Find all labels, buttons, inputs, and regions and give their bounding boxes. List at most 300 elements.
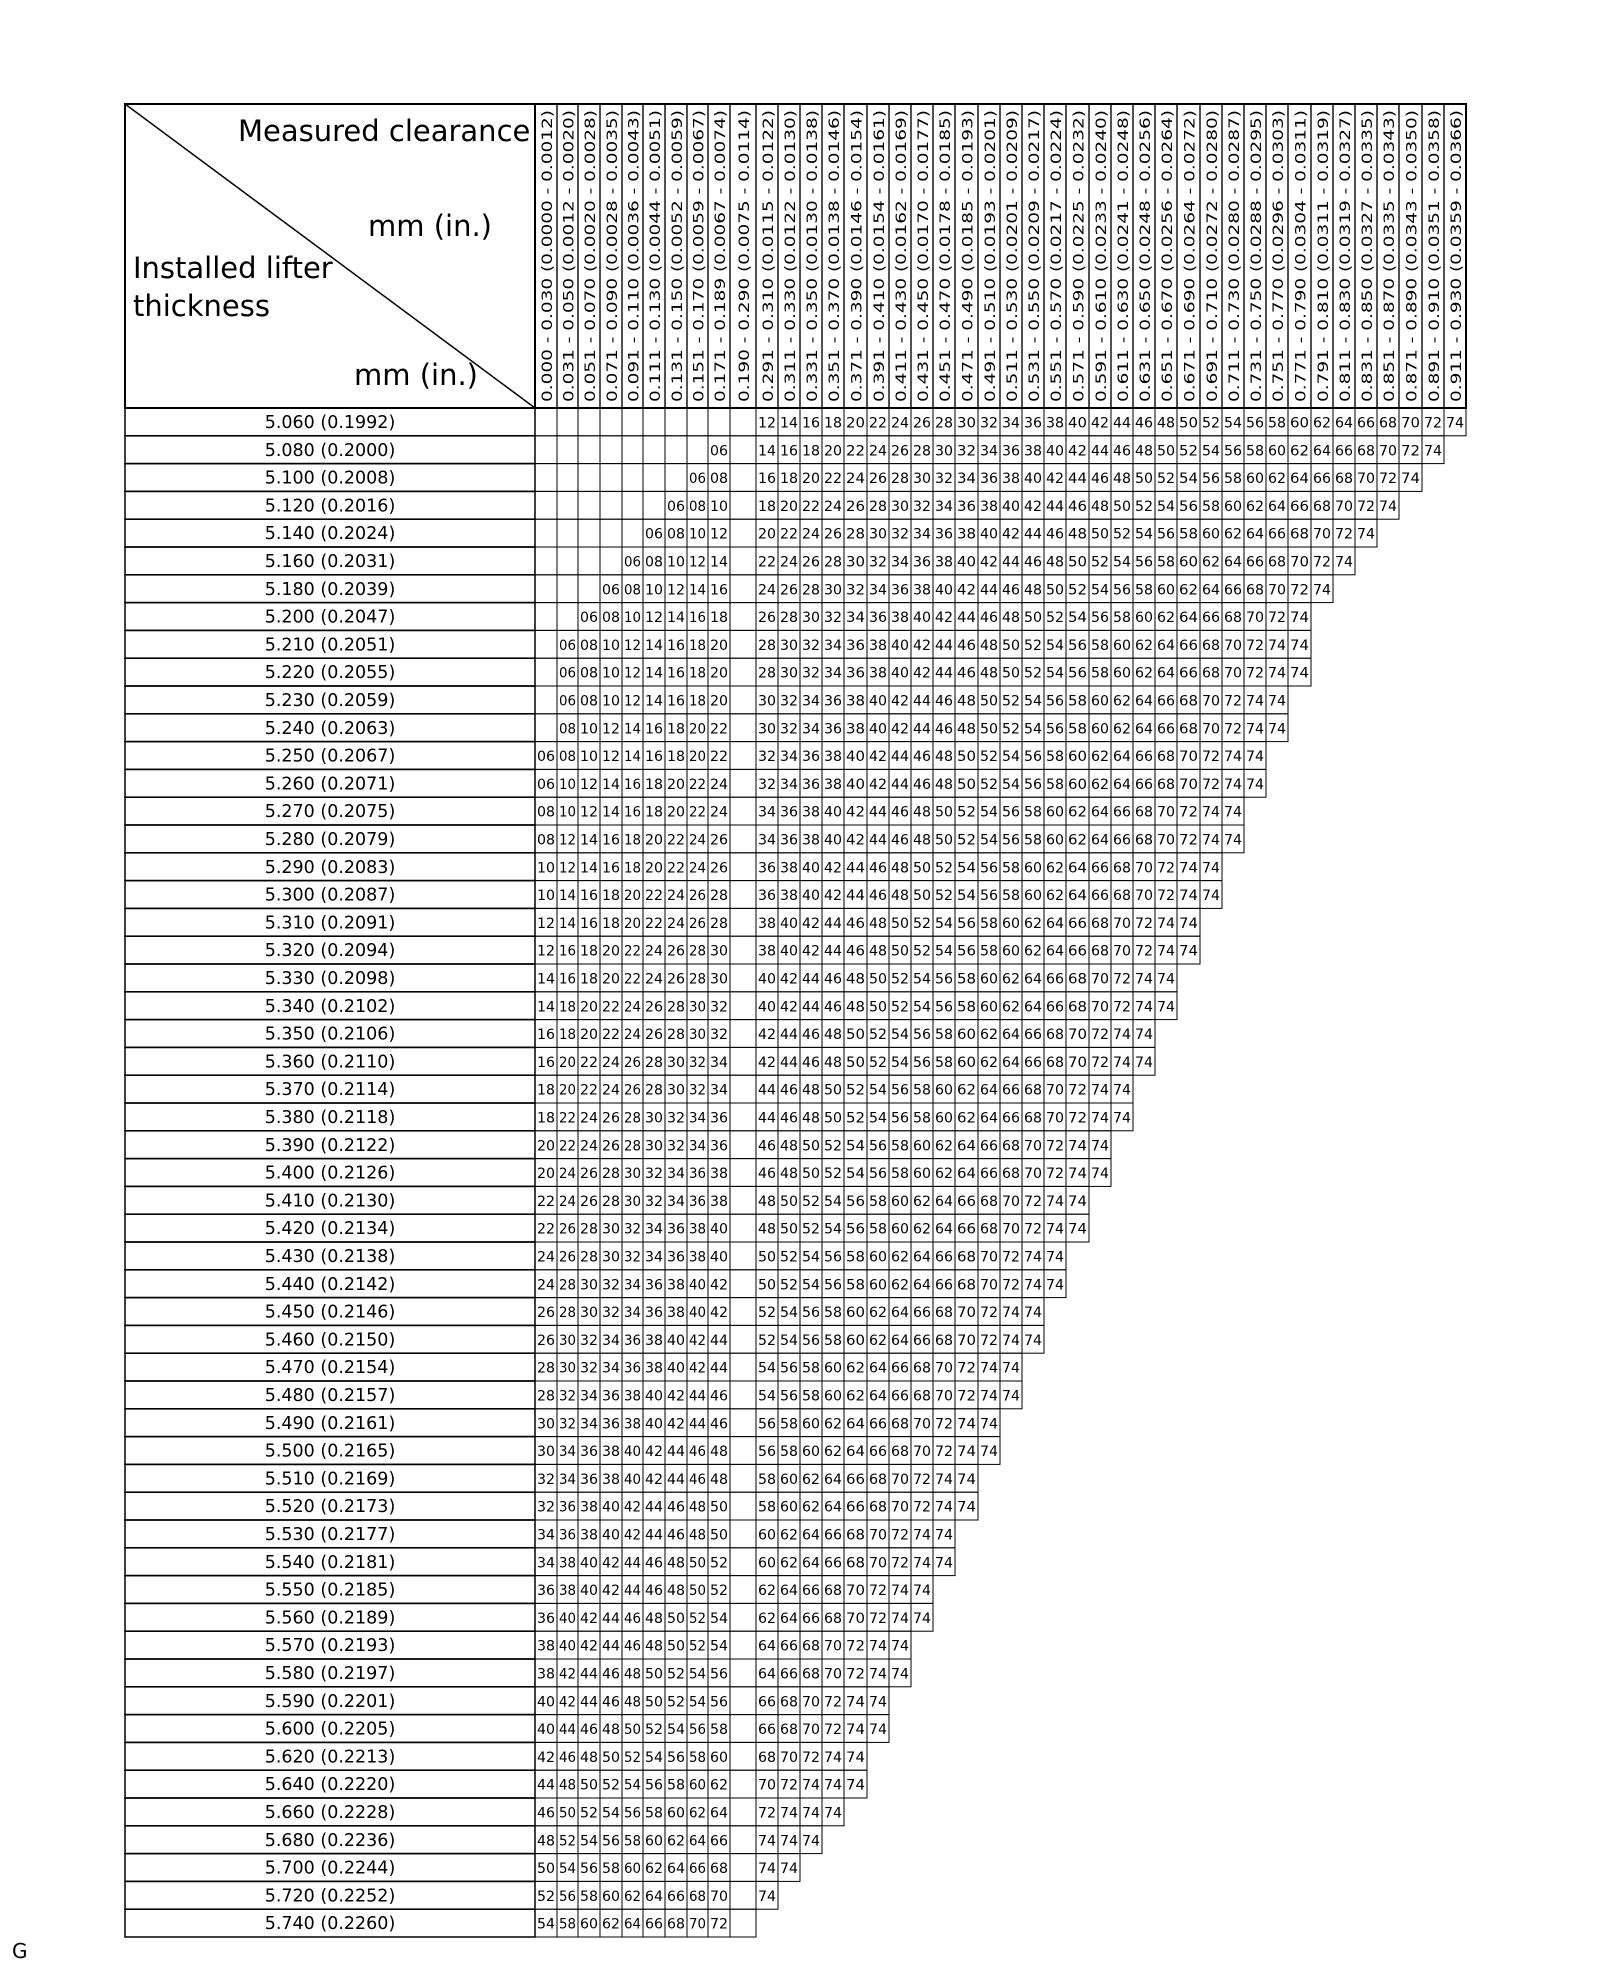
installed-lifter-label: Installed lifter <box>133 251 333 285</box>
cell-value: 68 <box>802 1638 820 1655</box>
cell-value: 16 <box>537 1027 556 1044</box>
cell-value: 52 <box>980 776 998 793</box>
cell-value: 38 <box>580 1499 598 1516</box>
cell-value: 32 <box>624 1249 641 1266</box>
row-label: 5.360 (0.2110) <box>264 1052 396 1073</box>
cell-value: 62 <box>1179 582 1198 599</box>
row-label: 5.330 (0.2098) <box>264 969 396 990</box>
cell-value: 30 <box>846 554 865 571</box>
cell-value: 64 <box>846 1444 866 1461</box>
cell-value: 40 <box>624 1471 641 1488</box>
cell-value: 66 <box>935 1277 954 1294</box>
cell-value: 18 <box>824 415 842 432</box>
cell-value: 64 <box>980 1082 999 1099</box>
cell-value: 52 <box>980 749 998 766</box>
cell-value: 46 <box>913 776 932 793</box>
cell-value: 54 <box>802 1249 821 1266</box>
cell-value: 74 <box>1246 776 1265 793</box>
cell-value: 26 <box>846 498 866 515</box>
cell-value: 56 <box>624 1805 642 1822</box>
cell-value: 44 <box>710 1332 729 1349</box>
cell-value: 58 <box>980 915 998 932</box>
cell-value: 22 <box>869 415 887 432</box>
table-cell <box>730 1353 756 1381</box>
cell-value: 36 <box>1024 415 1043 432</box>
cell-value: 48 <box>935 776 953 793</box>
cell-value: 68 <box>1068 971 1087 988</box>
cell-value: 58 <box>1068 721 1087 738</box>
table-cell <box>578 519 600 547</box>
cell-value: 50 <box>935 832 953 849</box>
cell-value: 22 <box>559 1110 576 1127</box>
cell-value: 52 <box>1157 471 1175 488</box>
cell-value: 34 <box>935 498 954 515</box>
cell-value: 60 <box>957 1054 976 1071</box>
cell-value: 66 <box>1179 665 1199 682</box>
row-label: 5.270 (0.2075) <box>264 802 396 823</box>
cell-value: 30 <box>537 1444 555 1461</box>
cell-value: 70 <box>869 1527 887 1544</box>
cell-value: 22 <box>537 1221 555 1238</box>
cell-value: 58 <box>1068 693 1087 710</box>
cell-value: 66 <box>758 1694 777 1711</box>
cell-value: 38 <box>891 610 909 627</box>
column-header-label: 0.911 - 0.930 (0.0359 - 0.0366) <box>1449 172 1465 402</box>
cell-value: 66 <box>980 1166 999 1183</box>
cell-value: 62 <box>645 1861 663 1878</box>
column-header-label: 0.531 - 0.550 (0.0209 - 0.0217) <box>1027 172 1043 402</box>
cell-value: 52 <box>824 1138 842 1155</box>
cell-value: 28 <box>710 888 728 905</box>
cell-value: 52 <box>710 1555 728 1572</box>
cell-value: 20 <box>559 1082 576 1099</box>
cell-value: 22 <box>537 1193 555 1210</box>
table-cell <box>730 436 756 464</box>
cell-value: 38 <box>1002 471 1020 488</box>
table-cell <box>730 464 756 492</box>
cell-value: 50 <box>710 1527 728 1544</box>
cell-value: 36 <box>559 1499 577 1516</box>
table-cell <box>730 491 756 519</box>
cell-value: 64 <box>1068 888 1088 905</box>
cell-value: 42 <box>580 1610 598 1627</box>
table-cell <box>730 575 756 603</box>
cell-value: 66 <box>869 1416 888 1433</box>
cell-value: 30 <box>580 1277 598 1294</box>
cell-value: 56 <box>824 1249 843 1266</box>
cell-value: 52 <box>1002 721 1020 738</box>
cell-value: 52 <box>802 1193 820 1210</box>
cell-value: 14 <box>689 582 707 599</box>
cell-value: 18 <box>780 471 798 488</box>
cell-value: 60 <box>1002 915 1020 932</box>
cell-value: 70 <box>1202 721 1220 738</box>
cell-value: 42 <box>869 749 887 766</box>
cell-value: 34 <box>667 1193 686 1210</box>
cell-value: 56 <box>1224 443 1243 460</box>
cell-value: 60 <box>667 1805 685 1822</box>
cell-value: 62 <box>846 1360 865 1377</box>
cell-value: 68 <box>1290 526 1309 543</box>
cell-value: 70 <box>846 1583 865 1600</box>
cell-value: 20 <box>846 415 865 432</box>
thickness-label: thickness <box>133 289 270 323</box>
cell-value: 38 <box>1046 415 1064 432</box>
cell-value: 20 <box>689 721 706 738</box>
cell-value: 74 <box>1068 1166 1088 1183</box>
cell-value: 64 <box>667 1861 686 1878</box>
cell-value: 48 <box>667 1583 685 1600</box>
cell-value: 42 <box>824 888 842 905</box>
cell-value: 48 <box>1135 443 1153 460</box>
cell-value: 58 <box>1113 610 1131 627</box>
cell-value: 56 <box>891 1110 910 1127</box>
cell-value: 20 <box>624 915 641 932</box>
row-label: 5.700 (0.2244) <box>264 1858 396 1879</box>
column-header-label: 0.751 - 0.770 (0.0296 - 0.0303) <box>1271 172 1287 402</box>
table-cell <box>730 547 756 575</box>
cell-value: 56 <box>846 1221 866 1238</box>
cell-value: 16 <box>645 749 664 766</box>
cell-value: 56 <box>780 1360 799 1377</box>
cell-value: 14 <box>645 637 664 654</box>
cell-value: 20 <box>580 999 598 1016</box>
cell-value: 34 <box>602 1332 621 1349</box>
cell-value: 36 <box>891 582 910 599</box>
cell-value: 74 <box>1046 1193 1065 1210</box>
cell-value: 64 <box>980 1110 999 1127</box>
cell-value: 26 <box>758 610 777 627</box>
cell-value: 48 <box>1046 554 1064 571</box>
cell-value: 72 <box>1157 888 1175 905</box>
cell-value: 36 <box>602 1416 621 1433</box>
cell-value: 18 <box>758 498 776 515</box>
cell-value: 50 <box>537 1861 555 1878</box>
cell-value: 54 <box>1068 610 1088 627</box>
cell-value: 62 <box>1068 804 1087 821</box>
cell-value: 44 <box>913 693 932 710</box>
cell-value: 24 <box>846 471 866 488</box>
cell-value: 32 <box>758 749 776 766</box>
cell-value: 46 <box>1024 554 1043 571</box>
cell-value: 74 <box>802 1833 821 1850</box>
cell-value: 56 <box>1046 721 1065 738</box>
column-header-label: 0.000 - 0.030 (0.0000 - 0.0012) <box>540 172 556 402</box>
table-cell <box>535 658 557 686</box>
cell-value: 34 <box>580 1416 599 1433</box>
cell-value: 68 <box>935 1332 953 1349</box>
cell-value: 36 <box>580 1471 599 1488</box>
cell-value: 66 <box>1091 860 1110 877</box>
cell-value: 56 <box>689 1722 707 1739</box>
cell-value: 42 <box>891 693 909 710</box>
table-cell <box>730 408 756 436</box>
cell-value: 66 <box>980 1138 999 1155</box>
column-header-label: 0.731 - 0.750 (0.0288 - 0.0295) <box>1249 172 1265 402</box>
cell-value: 56 <box>1002 832 1021 849</box>
cell-value: 48 <box>689 1499 706 1516</box>
cell-value: 48 <box>645 1610 663 1627</box>
cell-value: 32 <box>802 637 820 654</box>
cell-value: 20 <box>602 943 620 960</box>
table-cell <box>622 491 643 519</box>
cell-value: 30 <box>645 1110 663 1127</box>
cell-value: 34 <box>824 665 843 682</box>
cell-value: 70 <box>824 1666 842 1683</box>
table-cell <box>730 1381 756 1409</box>
row-label: 5.160 (0.2031) <box>264 552 396 573</box>
cell-value: 52 <box>891 971 909 988</box>
cell-value: 58 <box>1157 554 1175 571</box>
cell-value: 74 <box>1113 1027 1132 1044</box>
cell-value: 14 <box>580 832 599 849</box>
cell-value: 50 <box>689 1583 706 1600</box>
cell-value: 26 <box>537 1305 556 1322</box>
cell-value: 36 <box>913 554 932 571</box>
cell-value: 48 <box>1024 582 1042 599</box>
cell-value: 32 <box>980 415 998 432</box>
cell-value: 08 <box>580 693 598 710</box>
cell-value: 68 <box>780 1694 798 1711</box>
cell-value: 56 <box>559 1888 577 1905</box>
cell-value: 46 <box>846 915 866 932</box>
cell-value: 50 <box>935 804 953 821</box>
cell-value: 36 <box>802 776 821 793</box>
cell-value: 56 <box>645 1777 664 1794</box>
cell-value: 16 <box>689 610 707 627</box>
cell-value: 28 <box>537 1360 555 1377</box>
cell-value: 62 <box>758 1583 776 1600</box>
cell-value: 60 <box>1068 749 1087 766</box>
cell-value: 18 <box>624 860 641 877</box>
row-label: 5.370 (0.2114) <box>264 1080 396 1101</box>
cell-value: 54 <box>710 1638 729 1655</box>
cell-value: 40 <box>869 693 887 710</box>
cell-value: 70 <box>869 1555 887 1572</box>
cell-value: 52 <box>846 1082 865 1099</box>
cell-value: 44 <box>846 888 866 905</box>
cell-value: 74 <box>980 1416 999 1433</box>
cell-value: 52 <box>1135 498 1153 515</box>
cell-value: 12 <box>537 915 555 932</box>
table-cell <box>730 1687 756 1715</box>
cell-value: 32 <box>935 471 953 488</box>
cell-value: 70 <box>980 1249 998 1266</box>
table-cell <box>535 714 557 742</box>
cell-value: 74 <box>1024 1305 1043 1322</box>
cell-value: 30 <box>667 1082 685 1099</box>
row-label: 5.390 (0.2122) <box>264 1135 396 1156</box>
cell-value: 46 <box>935 721 954 738</box>
cell-value: 32 <box>580 1360 598 1377</box>
cell-value: 56 <box>913 1027 932 1044</box>
column-header-label: 0.671 - 0.690 (0.0264 - 0.0272) <box>1182 172 1199 402</box>
cell-value: 66 <box>1246 554 1265 571</box>
cell-value: 36 <box>624 1332 642 1349</box>
cell-value: 50 <box>667 1610 685 1627</box>
cell-value: 44 <box>802 971 821 988</box>
cell-value: 36 <box>667 1249 686 1266</box>
cell-value: 22 <box>645 888 663 905</box>
cell-value: 16 <box>645 721 664 738</box>
cell-value: 26 <box>602 1110 621 1127</box>
cell-value: 66 <box>1335 443 1354 460</box>
cell-value: 46 <box>758 1166 777 1183</box>
cell-value: 64 <box>1157 637 1176 654</box>
cell-value: 08 <box>580 665 598 682</box>
cell-value: 48 <box>559 1777 576 1794</box>
row-label: 5.480 (0.2157) <box>264 1386 396 1407</box>
cell-value: 38 <box>559 1583 576 1600</box>
cell-value: 74 <box>913 1583 932 1600</box>
cell-value: 36 <box>645 1277 664 1294</box>
cell-value: 72 <box>780 1777 798 1794</box>
cell-value: 68 <box>869 1471 887 1488</box>
cell-value: 48 <box>802 1082 820 1099</box>
cell-value: 60 <box>913 1166 931 1183</box>
cell-value: 56 <box>980 888 999 905</box>
cell-value: 50 <box>758 1249 776 1266</box>
cell-value: 24 <box>689 832 707 849</box>
cell-value: 58 <box>1091 637 1109 654</box>
cell-value: 64 <box>710 1805 729 1822</box>
cell-value: 58 <box>802 1360 820 1377</box>
cell-value: 56 <box>710 1694 729 1711</box>
table-cell <box>622 436 643 464</box>
cell-value: 70 <box>1068 1027 1087 1044</box>
table-cell <box>730 1742 756 1770</box>
cell-value: 62 <box>957 1082 976 1099</box>
cell-value: 68 <box>1068 999 1087 1016</box>
cell-value: 40 <box>710 1221 728 1238</box>
cell-value: 42 <box>1002 526 1020 543</box>
cell-value: 70 <box>1357 471 1375 488</box>
cell-value: 66 <box>1357 415 1376 432</box>
table-cell <box>557 491 578 519</box>
cell-value: 70 <box>935 1388 953 1405</box>
cell-value: 32 <box>559 1416 576 1433</box>
table-cell <box>578 436 600 464</box>
table-cell <box>730 1409 756 1437</box>
cell-value: 48 <box>645 1638 663 1655</box>
cell-value: 68 <box>780 1722 798 1739</box>
table-cell <box>730 714 756 742</box>
row-label: 5.240 (0.2063) <box>264 718 396 739</box>
row-label: 5.510 (0.2169) <box>264 1469 396 1490</box>
cell-value: 48 <box>891 888 909 905</box>
cell-value: 18 <box>710 610 728 627</box>
cell-value: 34 <box>780 776 799 793</box>
cell-value: 70 <box>1002 1221 1020 1238</box>
cell-value: 42 <box>689 1360 706 1377</box>
cell-value: 66 <box>1135 776 1154 793</box>
row-label: 5.530 (0.2177) <box>264 1525 396 1546</box>
cell-value: 56 <box>824 1277 843 1294</box>
cell-value: 46 <box>689 1444 707 1461</box>
cell-value: 70 <box>1024 1166 1042 1183</box>
cell-value: 72 <box>846 1638 865 1655</box>
cell-value: 12 <box>580 804 598 821</box>
cell-value: 62 <box>689 1805 706 1822</box>
cell-value: 54 <box>780 1332 799 1349</box>
cell-value: 62 <box>802 1471 820 1488</box>
cell-value: 50 <box>1046 582 1064 599</box>
cell-value: 34 <box>537 1555 556 1572</box>
cell-value: 70 <box>1113 915 1131 932</box>
cell-value: 74 <box>1446 415 1465 432</box>
cell-value: 62 <box>891 1277 909 1294</box>
cell-value: 34 <box>758 832 777 849</box>
cell-value: 38 <box>980 498 998 515</box>
row-label: 5.280 (0.2079) <box>264 830 396 851</box>
cell-value: 60 <box>891 1221 909 1238</box>
column-header-label: 0.471 - 0.490 (0.0185 - 0.0193) <box>960 172 977 402</box>
cell-value: 18 <box>667 721 685 738</box>
cell-value: 24 <box>891 415 910 432</box>
cell-value: 40 <box>1002 498 1020 515</box>
table-cell <box>643 436 665 464</box>
cell-value: 70 <box>891 1499 909 1516</box>
cell-value: 70 <box>1002 1193 1020 1210</box>
cell-value: 28 <box>758 637 776 654</box>
cell-value: 70 <box>1224 637 1242 654</box>
table-cell <box>730 1437 756 1465</box>
cell-value: 74 <box>1335 554 1354 571</box>
cell-value: 62 <box>824 1416 842 1433</box>
cell-value: 18 <box>537 1110 555 1127</box>
cell-value: 74 <box>758 1861 777 1878</box>
cell-value: 56 <box>1202 471 1221 488</box>
cell-value: 68 <box>1157 749 1175 766</box>
cell-value: 08 <box>559 749 576 766</box>
cell-value: 40 <box>710 1249 728 1266</box>
cell-value: 40 <box>780 943 798 960</box>
cell-value: 08 <box>710 471 728 488</box>
cell-value: 62 <box>1046 860 1064 877</box>
cell-value: 18 <box>602 915 620 932</box>
cell-value: 48 <box>1157 415 1175 432</box>
cell-value: 66 <box>824 1555 843 1572</box>
cell-value: 14 <box>580 860 599 877</box>
row-label: 5.260 (0.2071) <box>264 774 396 795</box>
cell-value: 28 <box>710 915 728 932</box>
cell-value: 20 <box>667 776 685 793</box>
column-header-label: 0.351 - 0.370 (0.0138 - 0.0146) <box>827 172 843 402</box>
cell-value: 32 <box>710 999 728 1016</box>
cell-value: 66 <box>891 1360 910 1377</box>
cell-value: 66 <box>1068 915 1088 932</box>
cell-value: 62 <box>624 1888 641 1905</box>
cell-value: 62 <box>891 1249 909 1266</box>
cell-value: 14 <box>559 888 577 905</box>
row-label: 5.080 (0.2000) <box>264 440 396 461</box>
row-label: 5.220 (0.2055) <box>264 663 396 684</box>
cell-value: 12 <box>645 610 663 627</box>
cell-value: 16 <box>780 443 799 460</box>
cell-value: 72 <box>1135 915 1153 932</box>
table-cell <box>643 464 665 492</box>
cell-value: 54 <box>957 860 977 877</box>
table-cell <box>535 491 557 519</box>
cell-value: 28 <box>689 971 706 988</box>
cell-value: 32 <box>667 1138 685 1155</box>
cell-value: 72 <box>957 1360 976 1377</box>
cell-value: 64 <box>913 1277 932 1294</box>
cell-value: 68 <box>1268 554 1286 571</box>
cell-value: 56 <box>846 1193 866 1210</box>
cell-value: 42 <box>710 1305 728 1322</box>
cell-value: 60 <box>935 1110 953 1127</box>
